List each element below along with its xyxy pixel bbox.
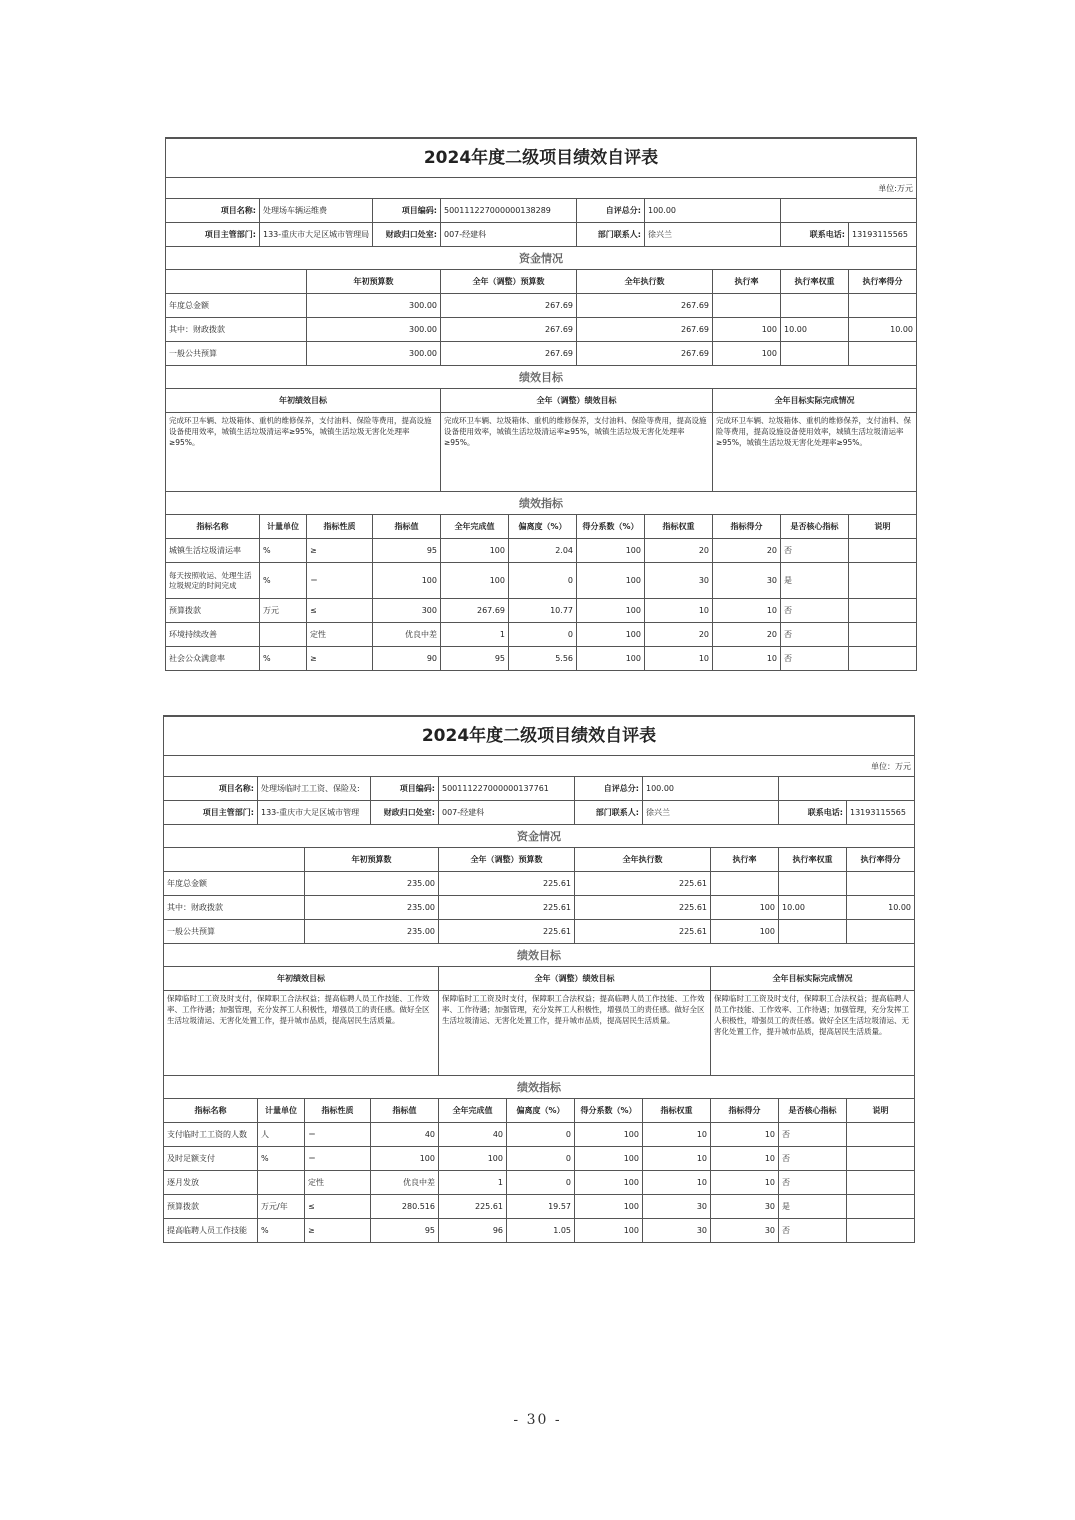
- indicator-unit: %: [260, 563, 307, 599]
- indicator-note: [847, 1123, 915, 1147]
- indicator-name: 及时足额支付: [164, 1147, 258, 1171]
- funds-header-cell: 执行率权重: [779, 848, 847, 872]
- page-number: - 30 -: [513, 1412, 562, 1428]
- funds-adjusted-budget: 225.61: [439, 872, 575, 896]
- indicator-core: 否: [779, 1171, 847, 1195]
- indicator-weight: 30: [643, 1195, 711, 1219]
- indicator-actual: 1: [439, 1171, 507, 1195]
- indicator-name: 预算拨款: [164, 1195, 258, 1219]
- goals-header-row: [164, 967, 915, 991]
- indicator-coefficient: 100: [575, 1147, 643, 1171]
- indicator-header-cell: 计量单位: [258, 1099, 305, 1123]
- funds-rate-score: [849, 342, 917, 366]
- project-code-label: 项目编码:: [373, 199, 441, 223]
- funds-header-cell: 执行率得分: [847, 848, 915, 872]
- indicator-weight: 20: [645, 539, 713, 563]
- indicator-header-cell: 说明: [849, 515, 917, 539]
- indicator-unit: 万元: [260, 599, 307, 623]
- funds-executed: 267.69: [577, 318, 713, 342]
- indicator-note: [849, 647, 917, 671]
- dept-value: 133-重庆市大足区城市管理局: [260, 223, 373, 247]
- phone-label: 联系电话:: [781, 223, 849, 247]
- blank-cell: [781, 199, 917, 223]
- goal-adjusted-text: 保障临时工工资及时支付，保障职工合法权益；提高临聘人员工作技能、工作效率、工作待遇；加强管理，充分发挥工人积极性，增强员工的责任感。做好全区生活垃圾清运、无害化处置工作，提升城市品质，提高居民生活质量。: [439, 991, 711, 1076]
- funds-executed: 225.61: [575, 896, 711, 920]
- indicator-header-cell: 偏离度（%）: [507, 1099, 575, 1123]
- funds-row-name: 年度总金额: [166, 294, 307, 318]
- project-name-value: 处理场临时工工资、保险及:: [258, 777, 371, 801]
- indicator-header-cell: 指标名称: [166, 515, 260, 539]
- funds-initial-budget: 235.00: [305, 920, 439, 944]
- info-row-2: [166, 223, 917, 247]
- indicator-score: 20: [713, 623, 781, 647]
- indicator-coefficient: 100: [575, 1219, 643, 1243]
- indicator-unit: 人: [258, 1123, 305, 1147]
- indicator-nature: 定性: [305, 1171, 371, 1195]
- indicator-row: [166, 539, 917, 563]
- indicator-score: 10: [713, 599, 781, 623]
- funds-section-row: [164, 825, 915, 848]
- indicator-note: [847, 1219, 915, 1243]
- indicator-header-cell: 指标得分: [711, 1099, 779, 1123]
- indicator-target: 300: [373, 599, 441, 623]
- indicator-unit: %: [258, 1147, 305, 1171]
- funds-exec-rate: 100: [711, 920, 779, 944]
- indicator-nature: ≥: [307, 539, 373, 563]
- funds-initial-budget: 235.00: [305, 872, 439, 896]
- indicator-target: 优良中差: [373, 623, 441, 647]
- goals-section-row: [166, 366, 917, 389]
- indicator-header-cell: 全年完成值: [441, 515, 509, 539]
- funds-adjusted-budget: 267.69: [441, 294, 577, 318]
- funds-rate-score: [849, 294, 917, 318]
- phone-value: 13193115565: [847, 801, 915, 825]
- indicator-core: 否: [781, 599, 849, 623]
- indicator-score: 30: [711, 1219, 779, 1243]
- project-code-label: 项目编码:: [371, 777, 439, 801]
- funds-row: [166, 342, 917, 366]
- indicator-deviation: 10.77: [509, 599, 577, 623]
- goals-header-cell: 年初绩效目标: [166, 389, 441, 413]
- indicator-nature: ≥: [307, 647, 373, 671]
- indicator-name: 社会公众满意率: [166, 647, 260, 671]
- indicator-deviation: 0: [509, 623, 577, 647]
- indicator-deviation: 0: [507, 1147, 575, 1171]
- contact-label: 部门联系人:: [577, 223, 645, 247]
- indicator-score: 10: [711, 1123, 779, 1147]
- indicator-actual: 225.61: [439, 1195, 507, 1219]
- indicator-coefficient: 100: [577, 623, 645, 647]
- dept-label: 项目主管部门:: [164, 801, 258, 825]
- evaluation-sheet-2: [163, 715, 915, 1243]
- indicator-header-cell: 得分系数（%）: [577, 515, 645, 539]
- indicator-name: 预算拨款: [166, 599, 260, 623]
- funds-row-name: 一般公共预算: [166, 342, 307, 366]
- indicator-target: 95: [373, 539, 441, 563]
- indicator-nature: 定性: [307, 623, 373, 647]
- indicator-name: 每天按照收运、处理生活垃圾规定的时间完成: [166, 563, 260, 599]
- funds-rate-weight: [781, 294, 849, 318]
- indicator-score: 30: [711, 1195, 779, 1219]
- indicator-note: [849, 563, 917, 599]
- indicator-name: 环境持续改善: [166, 623, 260, 647]
- funds-exec-rate: 100: [711, 896, 779, 920]
- indicator-header-cell: 指标值: [371, 1099, 439, 1123]
- indicator-actual: 96: [439, 1219, 507, 1243]
- indicator-name: 支付临时工工资的人数: [164, 1123, 258, 1147]
- indicator-note: [849, 623, 917, 647]
- indicator-note: [847, 1171, 915, 1195]
- score-label: 自评总分:: [575, 777, 643, 801]
- indicator-row: [166, 563, 917, 599]
- indicator-weight: 20: [645, 623, 713, 647]
- goals-header-cell: 全年目标实际完成情况: [713, 389, 917, 413]
- indicators-section-title: 绩效指标: [164, 1076, 915, 1099]
- funds-row: [164, 896, 915, 920]
- indicator-coefficient: 100: [577, 599, 645, 623]
- funds-exec-rate: [713, 294, 781, 318]
- indicator-header-cell: 说明: [847, 1099, 915, 1123]
- funds-initial-budget: 235.00: [305, 896, 439, 920]
- funds-header-cell: 全年执行数: [575, 848, 711, 872]
- indicator-row: [166, 623, 917, 647]
- indicator-row: [164, 1147, 915, 1171]
- funds-row-name: 其中：财政拨款: [164, 896, 305, 920]
- funds-row: [164, 872, 915, 896]
- score-value: 100.00: [643, 777, 779, 801]
- dept-label: 项目主管部门:: [166, 223, 260, 247]
- indicator-weight: 10: [643, 1171, 711, 1195]
- indicator-weight: 10: [643, 1147, 711, 1171]
- funds-exec-rate: [711, 872, 779, 896]
- goal-actual-text: 完成环卫车辆、垃圾箱体、重机的维修保养，支付油料、保险等费用，提高设施设备使用效率，城镇生活垃圾清运率≥95%，城镇生活垃圾无害化处理率≥95%。: [713, 413, 917, 492]
- indicators-section-title: 绩效指标: [166, 492, 917, 515]
- indicator-deviation: 0: [507, 1171, 575, 1195]
- indicator-nature: ≤: [307, 599, 373, 623]
- indicators-section-row: [164, 1076, 915, 1099]
- funds-header-cell: 执行率权重: [781, 270, 849, 294]
- indicator-header-cell: 是否核心指标: [779, 1099, 847, 1123]
- office-value: 007-经建科: [439, 801, 575, 825]
- indicator-core: 否: [779, 1123, 847, 1147]
- unit-row: [164, 756, 915, 777]
- funds-header-cell: 全年（调整）预算数: [439, 848, 575, 872]
- funds-row: [164, 920, 915, 944]
- funds-section-row: [166, 247, 917, 270]
- score-value: 100.00: [645, 199, 781, 223]
- indicator-actual: 40: [439, 1123, 507, 1147]
- funds-header-row: [166, 270, 917, 294]
- indicator-unit: %: [260, 539, 307, 563]
- indicator-deviation: 2.04: [509, 539, 577, 563]
- phone-value: 13193115565: [849, 223, 917, 247]
- indicator-row: [164, 1195, 915, 1219]
- indicator-row: [166, 647, 917, 671]
- indicator-header-cell: 全年完成值: [439, 1099, 507, 1123]
- indicator-header-cell: 计量单位: [260, 515, 307, 539]
- indicator-unit: %: [258, 1219, 305, 1243]
- funds-adjusted-budget: 225.61: [439, 896, 575, 920]
- funds-header-cell: 全年（调整）预算数: [441, 270, 577, 294]
- project-name-label: 项目名称:: [166, 199, 260, 223]
- goal-initial-text: 完成环卫车辆、垃圾箱体、重机的维修保养，支付油料、保险等费用，提高设施设备使用效率，城镇生活垃圾清运率≥95%，城镇生活垃圾无害化处理率≥95%。: [166, 413, 441, 492]
- indicator-unit: %: [260, 647, 307, 671]
- indicator-deviation: 5.56: [509, 647, 577, 671]
- funds-exec-rate: 100: [713, 342, 781, 366]
- unit-label: 单位：万元: [164, 756, 915, 777]
- indicator-header-cell: 指标性质: [305, 1099, 371, 1123]
- indicator-header-cell: 偏离度（%）: [509, 515, 577, 539]
- indicator-deviation: 19.57: [507, 1195, 575, 1219]
- funds-header-cell: 执行率: [713, 270, 781, 294]
- score-label: 自评总分:: [577, 199, 645, 223]
- goals-header-row: [166, 389, 917, 413]
- funds-row-name: 其中：财政拨款: [166, 318, 307, 342]
- contact-value: 徐兴兰: [645, 223, 781, 247]
- funds-initial-budget: 300.00: [307, 342, 441, 366]
- goal-actual-text: 保障临时工工资及时支付，保障职工合法权益；提高临聘人员工作技能、工作效率、工作待遇；加强管理，充分发挥工人积极性，增强员工的责任感。做好全区生活垃圾清运、无害化处置工作，提升城市品质，提高居民生活质量。: [711, 991, 915, 1076]
- indicator-name: 城镇生活垃圾清运率: [166, 539, 260, 563]
- indicators-header-row: [166, 515, 917, 539]
- indicators-section-row: [166, 492, 917, 515]
- indicator-coefficient: 100: [575, 1195, 643, 1219]
- indicator-core: 否: [779, 1147, 847, 1171]
- indicator-nature: ＝: [305, 1147, 371, 1171]
- indicator-note: [847, 1147, 915, 1171]
- indicator-deviation: 0: [507, 1123, 575, 1147]
- indicator-row: [164, 1171, 915, 1195]
- funds-initial-budget: 300.00: [307, 318, 441, 342]
- indicator-coefficient: 100: [577, 563, 645, 599]
- funds-rate-score: [847, 920, 915, 944]
- indicator-coefficient: 100: [577, 539, 645, 563]
- project-code-value: 500111227000000138289: [441, 199, 577, 223]
- indicator-header-cell: 指标值: [373, 515, 441, 539]
- indicator-unit: 万元/年: [258, 1195, 305, 1219]
- indicator-weight: 10: [645, 599, 713, 623]
- goals-header-cell: 年初绩效目标: [164, 967, 439, 991]
- funds-adjusted-budget: 225.61: [439, 920, 575, 944]
- indicator-core: 否: [781, 539, 849, 563]
- indicator-score: 10: [711, 1171, 779, 1195]
- blank-cell: [779, 777, 915, 801]
- sheet-title: 2024年度二级项目绩效自评表: [166, 139, 917, 178]
- evaluation-sheet-1: [165, 137, 917, 671]
- goal-initial-text: 保障临时工工资及时支付，保障职工合法权益；提高临聘人员工作技能、工作效率、工作待遇；加强管理，充分发挥工人积极性，增强员工的责任感。做好全区生活垃圾清运、无害化处置工作，提升城市品质，提高居民生活质量。: [164, 991, 439, 1076]
- goals-header-cell: 全年（调整）绩效目标: [441, 389, 713, 413]
- funds-header-cell: 执行率得分: [849, 270, 917, 294]
- indicator-actual: 95: [441, 647, 509, 671]
- indicator-header-cell: 指标性质: [307, 515, 373, 539]
- indicator-score: 20: [713, 539, 781, 563]
- funds-executed: 225.61: [575, 872, 711, 896]
- funds-rate-score: 10.00: [849, 318, 917, 342]
- funds-row-name: 年度总金额: [164, 872, 305, 896]
- funds-row: [166, 318, 917, 342]
- project-name-label: 项目名称:: [164, 777, 258, 801]
- info-row-1: [166, 199, 917, 223]
- goals-section-title: 绩效目标: [164, 944, 915, 967]
- office-label: 财政归口处室:: [371, 801, 439, 825]
- indicator-target: 100: [373, 563, 441, 599]
- office-value: 007-经建科: [441, 223, 577, 247]
- funds-adjusted-budget: 267.69: [441, 342, 577, 366]
- evaluation-table: [165, 138, 917, 671]
- info-row-2: [164, 801, 915, 825]
- funds-header-cell: 年初预算数: [307, 270, 441, 294]
- goals-header-cell: 全年（调整）绩效目标: [439, 967, 711, 991]
- office-label: 财政归口处室:: [373, 223, 441, 247]
- indicator-note: [847, 1195, 915, 1219]
- indicator-weight: 10: [645, 647, 713, 671]
- funds-rate-weight: [779, 920, 847, 944]
- indicator-unit: [260, 623, 307, 647]
- funds-header-row: [164, 848, 915, 872]
- info-row-1: [164, 777, 915, 801]
- indicator-weight: 10: [643, 1123, 711, 1147]
- funds-row-name: 一般公共预算: [164, 920, 305, 944]
- indicator-nature: ＝: [305, 1123, 371, 1147]
- funds-header-blank: [166, 270, 307, 294]
- funds-executed: 267.69: [577, 342, 713, 366]
- indicator-nature: ≤: [305, 1195, 371, 1219]
- sheet-title: 2024年度二级项目绩效自评表: [164, 717, 915, 756]
- goals-text-row: [164, 991, 915, 1076]
- unit-label: 单位:万元: [166, 178, 917, 199]
- indicator-target: 40: [371, 1123, 439, 1147]
- indicator-target: 280.516: [371, 1195, 439, 1219]
- funds-header-cell: 年初预算数: [305, 848, 439, 872]
- indicator-weight: 30: [643, 1219, 711, 1243]
- funds-header-cell: 全年执行数: [577, 270, 713, 294]
- indicator-target: 优良中差: [371, 1171, 439, 1195]
- indicator-row: [166, 599, 917, 623]
- indicator-unit: [258, 1171, 305, 1195]
- funds-header-cell: 执行率: [711, 848, 779, 872]
- phone-label: 联系电话:: [779, 801, 847, 825]
- funds-row: [166, 294, 917, 318]
- indicator-header-cell: 指标名称: [164, 1099, 258, 1123]
- indicator-row: [164, 1123, 915, 1147]
- unit-row: [166, 178, 917, 199]
- indicator-actual: 100: [441, 563, 509, 599]
- funds-executed: 267.69: [577, 294, 713, 318]
- contact-value: 徐兴兰: [643, 801, 779, 825]
- goals-section-title: 绩效目标: [166, 366, 917, 389]
- indicator-target: 95: [371, 1219, 439, 1243]
- indicator-coefficient: 100: [575, 1123, 643, 1147]
- indicator-header-cell: 得分系数（%）: [575, 1099, 643, 1123]
- indicator-note: [849, 539, 917, 563]
- indicator-nature: ＝: [307, 563, 373, 599]
- indicator-name: 提高临聘人员工作技能: [164, 1219, 258, 1243]
- indicator-deviation: 0: [509, 563, 577, 599]
- indicator-actual: 267.69: [441, 599, 509, 623]
- indicator-actual: 1: [441, 623, 509, 647]
- indicator-score: 10: [711, 1147, 779, 1171]
- funds-rate-weight: [779, 872, 847, 896]
- indicator-core: 是: [779, 1195, 847, 1219]
- indicator-score: 10: [713, 647, 781, 671]
- indicator-score: 30: [713, 563, 781, 599]
- funds-exec-rate: 100: [713, 318, 781, 342]
- indicator-note: [849, 599, 917, 623]
- project-name-value: 处理场车辆运维费: [260, 199, 373, 223]
- indicator-header-cell: 指标权重: [643, 1099, 711, 1123]
- project-code-value: 500111227000000137761: [439, 777, 575, 801]
- title-row: [164, 717, 915, 756]
- indicator-coefficient: 100: [575, 1171, 643, 1195]
- goals-header-cell: 全年目标实际完成情况: [711, 967, 915, 991]
- contact-label: 部门联系人:: [575, 801, 643, 825]
- indicator-core: 否: [781, 623, 849, 647]
- indicator-target: 90: [373, 647, 441, 671]
- funds-section-title: 资金情况: [164, 825, 915, 848]
- indicator-actual: 100: [439, 1147, 507, 1171]
- funds-rate-score: 10.00: [847, 896, 915, 920]
- goals-text-row: [166, 413, 917, 492]
- funds-rate-weight: 10.00: [779, 896, 847, 920]
- indicator-row: [164, 1219, 915, 1243]
- indicator-core: 否: [781, 647, 849, 671]
- evaluation-table: [163, 716, 915, 1243]
- indicator-name: 逐月发放: [164, 1171, 258, 1195]
- funds-executed: 225.61: [575, 920, 711, 944]
- indicator-header-cell: 是否核心指标: [781, 515, 849, 539]
- funds-rate-score: [847, 872, 915, 896]
- funds-header-blank: [164, 848, 305, 872]
- indicator-target: 100: [371, 1147, 439, 1171]
- indicator-coefficient: 100: [577, 647, 645, 671]
- dept-value: 133-重庆市大足区城市管理: [258, 801, 371, 825]
- title-row: [166, 139, 917, 178]
- funds-section-title: 资金情况: [166, 247, 917, 270]
- indicator-core: 是: [781, 563, 849, 599]
- indicator-nature: ≥: [305, 1219, 371, 1243]
- indicator-header-cell: 指标权重: [645, 515, 713, 539]
- funds-rate-weight: 10.00: [781, 318, 849, 342]
- indicators-header-row: [164, 1099, 915, 1123]
- indicator-actual: 100: [441, 539, 509, 563]
- indicator-weight: 30: [645, 563, 713, 599]
- indicator-deviation: 1.05: [507, 1219, 575, 1243]
- goal-adjusted-text: 完成环卫车辆、垃圾箱体、重机的维修保养，支付油料、保险等费用，提高设施设备使用效率，城镇生活垃圾清运率≥95%，城镇生活垃圾无害化处理率≥95%。: [441, 413, 713, 492]
- indicator-core: 否: [779, 1219, 847, 1243]
- funds-rate-weight: [781, 342, 849, 366]
- funds-adjusted-budget: 267.69: [441, 318, 577, 342]
- funds-initial-budget: 300.00: [307, 294, 441, 318]
- goals-section-row: [164, 944, 915, 967]
- indicator-header-cell: 指标得分: [713, 515, 781, 539]
